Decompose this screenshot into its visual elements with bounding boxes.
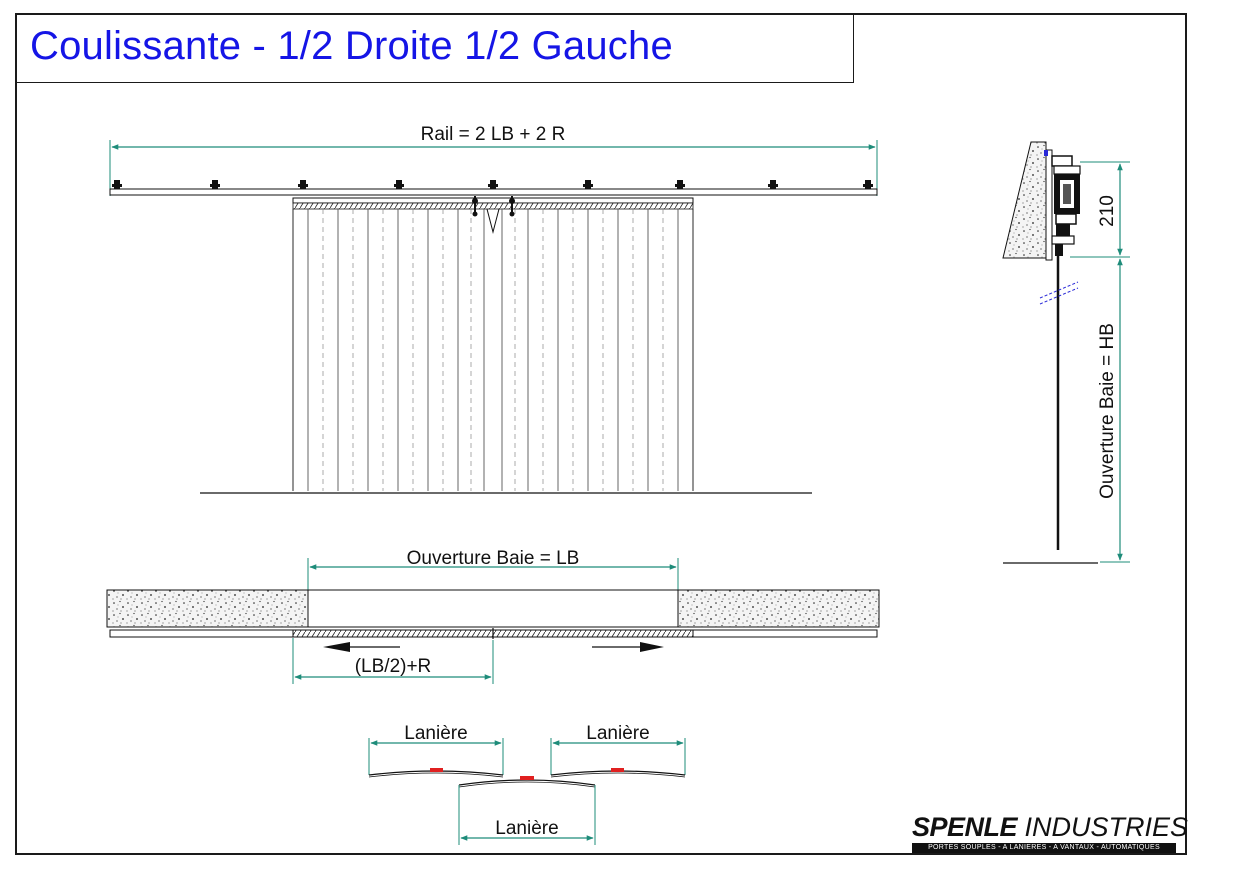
logo-word: INDUSTRIES [1024, 812, 1189, 842]
height-210-label: 210 [1097, 195, 1118, 227]
strip-right [551, 723, 685, 777]
curtain-strips [293, 209, 693, 491]
wall-right [678, 590, 879, 627]
drawing-title: Coulissante - 1/2 Droite 1/2 Gauche [30, 24, 673, 68]
strip-left [369, 723, 503, 777]
half-travel-dimension [293, 638, 493, 684]
half-travel-label: (LB/2)+R [354, 656, 432, 677]
strip-detail [369, 723, 685, 845]
strip-right-label: Lanière [586, 723, 650, 744]
rail [110, 189, 877, 195]
wall-left [107, 590, 308, 627]
logo-wordmark [912, 812, 1188, 842]
trolley-assembly [1052, 156, 1080, 256]
strip-center [459, 776, 595, 845]
logo-tagline: PORTES SOUPLES - A LANIERES - A VANTAUX - AUTOMATIQUES [912, 843, 1176, 853]
strip-center-label: Lanière [495, 818, 559, 839]
wall-section [1003, 142, 1046, 258]
strip-clamp [293, 203, 693, 209]
center-split [487, 209, 499, 232]
logo-brand: SPENLE [912, 812, 1018, 842]
opening-height-label: Ouverture Baie = HB [1097, 323, 1118, 499]
company-logo [912, 812, 1189, 856]
opening-width-dimension [308, 548, 678, 592]
plan-view [107, 548, 879, 684]
strip-left-label: Lanière [404, 723, 468, 744]
rail-label: Rail = 2 LB + 2 R [420, 124, 566, 145]
hanging-bar [293, 198, 693, 203]
opening-width-label: Ouverture Baie = LB [406, 548, 580, 569]
rail-brackets [112, 180, 873, 189]
side-section [1003, 142, 1130, 563]
front-elevation [110, 124, 877, 493]
dim-hb [1097, 259, 1130, 562]
